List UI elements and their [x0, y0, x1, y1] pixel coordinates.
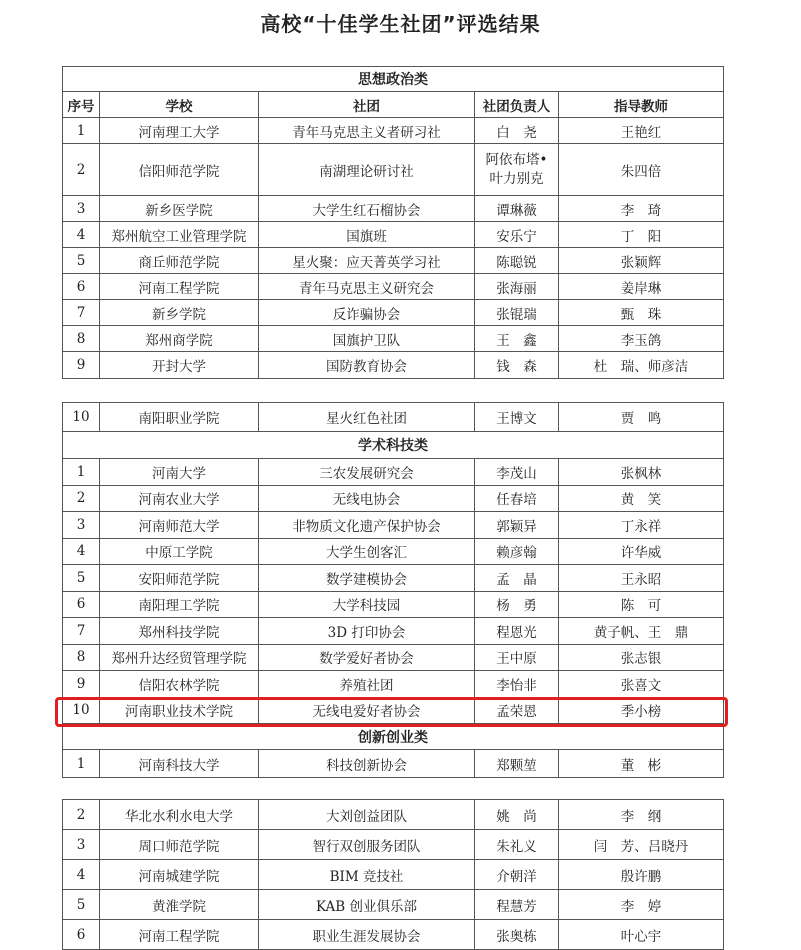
cell-no: 5 [63, 565, 100, 592]
cell-club: 青年马克思主义者研习社 [259, 118, 475, 144]
cell-school: 郑州升达经贸管理学院 [100, 644, 259, 671]
cell-teacher: 李 婷 [559, 890, 724, 920]
cell-teacher: 李 纲 [559, 800, 724, 830]
cell-club: 大学生红石榴协会 [259, 196, 475, 222]
cell-club: 智行双创服务团队 [259, 830, 475, 860]
cell-teacher: 黄子帆、王 鼎 [559, 618, 724, 645]
table-row [63, 403, 724, 432]
cell-leader: 程慧芳 [475, 890, 559, 920]
cell-leader: 张锟瑞 [475, 300, 559, 326]
table-row [63, 512, 724, 539]
cell-school: 商丘师范学院 [100, 248, 259, 274]
cell-leader: 王 鑫 [475, 326, 559, 352]
cell-no: 2 [63, 800, 100, 830]
cell-teacher: 黄 笑 [559, 485, 724, 512]
cell-teacher: 张颖辉 [559, 248, 724, 274]
cell-teacher: 李 琦 [559, 196, 724, 222]
cell-school: 华北水利水电大学 [100, 800, 259, 830]
table-politics [62, 66, 724, 379]
cell-teacher: 李玉鸽 [559, 326, 724, 352]
cell-leader: 郑颗堃 [475, 750, 559, 778]
cell-club: 星火红色社团 [259, 403, 475, 432]
cell-no: 6 [63, 274, 100, 300]
cell-teacher: 殷许鹏 [559, 860, 724, 890]
cell-club: 青年马克思主义研究会 [259, 274, 475, 300]
cell-teacher: 闫 芳、吕晓丹 [559, 830, 724, 860]
cell-teacher: 王艳红 [559, 118, 724, 144]
cell-school: 河南工程学院 [100, 920, 259, 950]
cell-teacher: 王永昭 [559, 565, 724, 592]
cell-teacher: 季小榜 [559, 697, 724, 724]
table-row [63, 300, 724, 326]
leader-line-2: 叶力别克 [489, 170, 544, 187]
cell-no: 4 [63, 222, 100, 248]
cell-teacher: 甄 珠 [559, 300, 724, 326]
cell-no: 8 [63, 644, 100, 671]
cell-school: 河南农业大学 [100, 485, 259, 512]
cell-leader: 郭颖异 [475, 512, 559, 539]
table-row [63, 591, 724, 618]
table-row [63, 565, 724, 592]
table-row [63, 274, 724, 300]
cell-club: 非物质文化遗产保护协会 [259, 512, 475, 539]
cell-school: 郑州商学院 [100, 326, 259, 352]
cell-club: 反诈骗协会 [259, 300, 475, 326]
header-club: 社团 [259, 92, 475, 118]
cell-no: 1 [63, 750, 100, 778]
cell-leader: 任春培 [475, 485, 559, 512]
cell-leader: 王中原 [475, 644, 559, 671]
cell-school: 郑州科技学院 [100, 618, 259, 645]
header-school: 学校 [100, 92, 259, 118]
cell-school: 新乡学院 [100, 300, 259, 326]
cell-leader: 朱礼义 [475, 830, 559, 860]
cell-leader: 介朝洋 [475, 860, 559, 890]
cell-club: 职业生涯发展协会 [259, 920, 475, 950]
cell-leader: 钱 森 [475, 352, 559, 379]
cell-leader: 李怡非 [475, 671, 559, 698]
cell-leader: 孟荣恩 [475, 697, 559, 724]
cell-club: 无线电协会 [259, 485, 475, 512]
cell-leader: 陈聪锐 [475, 248, 559, 274]
cell-teacher: 朱四倍 [559, 144, 724, 196]
cell-club: 大学科技园 [259, 591, 475, 618]
table-row [63, 860, 724, 890]
section-title-politics: 思想政治类 [63, 67, 724, 92]
cell-club: 三农发展研究会 [259, 459, 475, 486]
cell-club: 国旗班 [259, 222, 475, 248]
cell-no: 6 [63, 920, 100, 950]
cell-club: 养殖社团 [259, 671, 475, 698]
cell-school: 河南城建学院 [100, 860, 259, 890]
cell-school: 南阳职业学院 [100, 403, 259, 432]
header-no: 序号 [63, 92, 100, 118]
cell-school: 信阳农林学院 [100, 671, 259, 698]
table-row [63, 118, 724, 144]
cell-school: 南阳理工学院 [100, 591, 259, 618]
table-row [63, 644, 724, 671]
table-row [63, 459, 724, 486]
cell-teacher: 丁 阳 [559, 222, 724, 248]
cell-no: 9 [63, 671, 100, 698]
cell-leader [475, 144, 559, 196]
table-row [63, 618, 724, 645]
cell-club: 无线电爱好者协会 [259, 697, 475, 724]
cell-teacher: 张枫林 [559, 459, 724, 486]
cell-teacher: 陈 可 [559, 591, 724, 618]
cell-club: 星火聚：应天菁英学习社 [259, 248, 475, 274]
cell-club: 南湖理论研讨社 [259, 144, 475, 196]
cell-club: 3D 打印协会 [259, 618, 475, 645]
cell-club: 大刘创益团队 [259, 800, 475, 830]
cell-school: 河南科技大学 [100, 750, 259, 778]
cell-no: 5 [63, 890, 100, 920]
cell-no: 10 [63, 403, 100, 432]
cell-teacher: 丁永祥 [559, 512, 724, 539]
cell-club: KAB 创业俱乐部 [259, 890, 475, 920]
cell-leader: 安乐宁 [475, 222, 559, 248]
cell-teacher: 姜岸琳 [559, 274, 724, 300]
cell-no: 8 [63, 326, 100, 352]
table-row [63, 326, 724, 352]
cell-no: 7 [63, 618, 100, 645]
cell-school: 新乡医学院 [100, 196, 259, 222]
cell-leader: 张奥栋 [475, 920, 559, 950]
cell-leader: 王博文 [475, 403, 559, 432]
cell-club: 国防教育协会 [259, 352, 475, 379]
cell-teacher: 许华威 [559, 538, 724, 565]
table-row [63, 248, 724, 274]
cell-no: 2 [63, 144, 100, 196]
table-row [63, 750, 724, 778]
cell-club: 数学建模协会 [259, 565, 475, 592]
page-title: 高校“十佳学生社团”评选结果 [260, 12, 541, 36]
cell-no: 3 [63, 512, 100, 539]
cell-school: 河南职业技术学院 [100, 697, 259, 724]
cell-school: 开封大学 [100, 352, 259, 379]
section-title-academic: 学术科技类 [63, 432, 724, 459]
cell-leader: 姚 尚 [475, 800, 559, 830]
cell-no: 5 [63, 248, 100, 274]
cell-no: 10 [63, 697, 100, 724]
cell-leader: 李茂山 [475, 459, 559, 486]
cell-teacher: 杜 瑞、师彦洁 [559, 352, 724, 379]
cell-leader: 孟 晶 [475, 565, 559, 592]
header-leader: 社团负责人 [475, 92, 559, 118]
cell-no: 9 [63, 352, 100, 379]
cell-school: 安阳师范学院 [100, 565, 259, 592]
cell-club: 科技创新协会 [259, 750, 475, 778]
cell-teacher: 叶心宇 [559, 920, 724, 950]
cell-school: 河南理工大学 [100, 118, 259, 144]
table-row [63, 890, 724, 920]
cell-no: 3 [63, 196, 100, 222]
table-row [63, 485, 724, 512]
cell-club: BIM 竞技社 [259, 860, 475, 890]
cell-school: 信阳师范学院 [100, 144, 259, 196]
cell-school: 河南大学 [100, 459, 259, 486]
cell-school: 河南师范大学 [100, 512, 259, 539]
cell-school: 河南工程学院 [100, 274, 259, 300]
cell-club: 大学生创客汇 [259, 538, 475, 565]
cell-no: 1 [63, 118, 100, 144]
cell-leader: 程恩光 [475, 618, 559, 645]
cell-leader: 白 尧 [475, 118, 559, 144]
cell-club: 国旗护卫队 [259, 326, 475, 352]
highlight-box [55, 697, 728, 727]
cell-school: 郑州航空工业管理学院 [100, 222, 259, 248]
cell-leader: 谭琳薇 [475, 196, 559, 222]
section-title-innovation: 创新创业类 [63, 724, 724, 750]
table-row [63, 538, 724, 565]
cell-no: 4 [63, 538, 100, 565]
cell-school: 黄淮学院 [100, 890, 259, 920]
cell-no: 4 [63, 860, 100, 890]
table-innovation [62, 799, 724, 950]
table-row [63, 830, 724, 860]
cell-school: 周口师范学院 [100, 830, 259, 860]
cell-no: 7 [63, 300, 100, 326]
cell-teacher: 张喜文 [559, 671, 724, 698]
cell-no: 6 [63, 591, 100, 618]
cell-no: 3 [63, 830, 100, 860]
table-row [63, 144, 724, 196]
table-row [63, 196, 724, 222]
cell-school: 中原工学院 [100, 538, 259, 565]
table-row [63, 920, 724, 950]
header-teacher: 指导教师 [559, 92, 724, 118]
cell-teacher: 贾 鸣 [559, 403, 724, 432]
leader-line-1: 阿依布塔• [485, 151, 548, 168]
cell-leader: 张海丽 [475, 274, 559, 300]
cell-club: 数学爱好者协会 [259, 644, 475, 671]
table-row [63, 671, 724, 698]
cell-no: 1 [63, 459, 100, 486]
table-row [63, 222, 724, 248]
cell-teacher: 张志银 [559, 644, 724, 671]
cell-leader: 赖彦翰 [475, 538, 559, 565]
table-row [63, 800, 724, 830]
cell-leader: 杨 勇 [475, 591, 559, 618]
table-row [63, 352, 724, 379]
cell-no: 2 [63, 485, 100, 512]
cell-teacher: 董 彬 [559, 750, 724, 778]
